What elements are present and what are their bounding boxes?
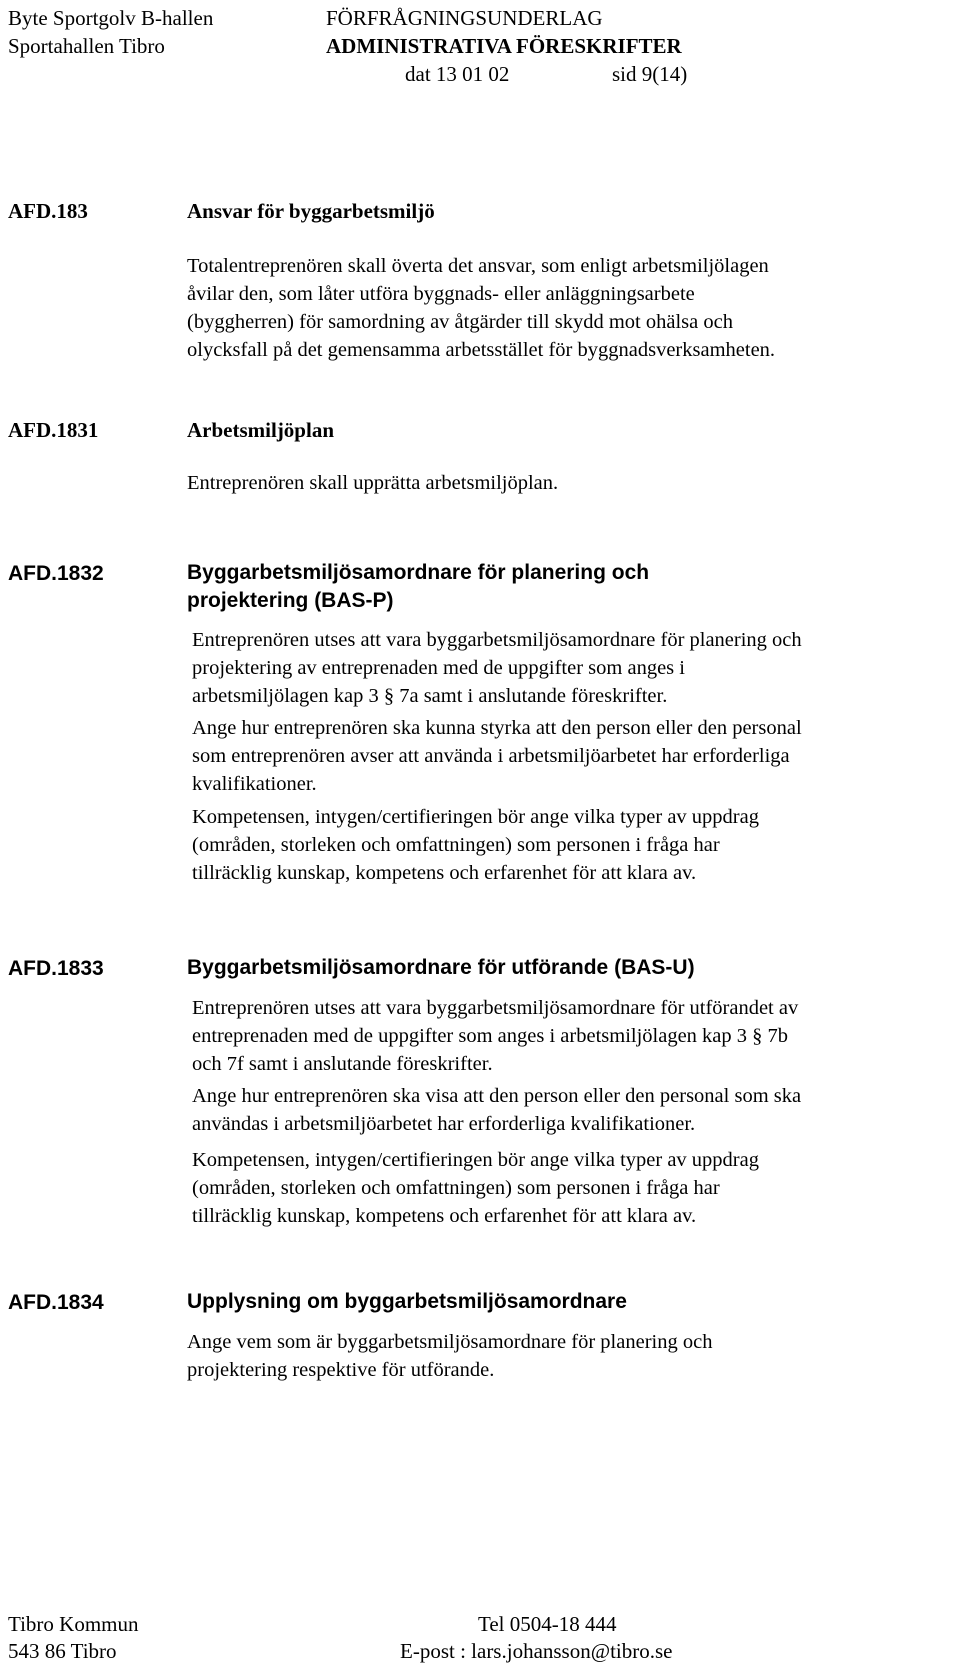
- section-code: AFD.1831: [8, 418, 99, 442]
- section-paragraph: [187, 469, 558, 497]
- text-line: olycksfall på det gemensamma arbetsstället för byggnadsverksamheten.: [187, 339, 776, 361]
- text-line: Ange vem som är byggarbetsmiljösamordnare för planering och: [187, 1331, 713, 1353]
- section-title: Upplysning om byggarbetsmiljösamordnare: [187, 1290, 627, 1313]
- text-line: åvilar den, som låter utföra byggnads- eller anläggningsarbete: [187, 283, 695, 305]
- text-line: tillräcklig kunskap, kompetens och erfarenhet för att klara av.: [192, 862, 697, 884]
- text-line: och 7f samt i anslutande föreskrifter.: [192, 1053, 493, 1075]
- section-paragraph: [192, 1146, 759, 1230]
- text-line: tillräcklig kunskap, kompetens och erfarenhet för att klara av.: [192, 1205, 697, 1227]
- text-line: (områden, storleken och omfattningen) som personen i fråga har: [192, 1177, 720, 1199]
- project-name: Byte Sportgolv B-hallen: [8, 6, 214, 30]
- project-location: Sportahallen Tibro: [8, 34, 165, 58]
- text-line: entreprenaden med de uppgifter som anges i arbetsmiljölagen kap 3 § 7b: [192, 1025, 789, 1047]
- text-line: som entreprenören avser att använda i arbetsmiljöarbetet har erforderliga: [192, 745, 790, 767]
- text-line: projektering av entreprenaden med de uppgifter som anges i: [192, 657, 685, 679]
- section-paragraph: [192, 994, 798, 1078]
- section-paragraph: [192, 1082, 801, 1138]
- text-line: användas i arbetsmiljöarbetet har erforderliga kvalifikationer.: [192, 1113, 696, 1135]
- document-date: dat 13 01 02: [405, 62, 510, 86]
- section-code: AFD.1833: [8, 957, 104, 980]
- text-line: (områden, storleken och omfattningen) som personen i fråga har: [192, 834, 720, 856]
- text-line: kvalifikationer.: [192, 773, 317, 795]
- section-title: Ansvar för byggarbetsmiljö: [187, 199, 435, 223]
- section-paragraph: [187, 252, 775, 364]
- section-title-continued: projektering (BAS-P): [187, 589, 394, 612]
- section-title: Byggarbetsmiljösamordnare för utförande (BAS-U): [187, 956, 695, 979]
- footer-phone: Tel 0504-18 444: [478, 1612, 617, 1636]
- footer-address: 543 86 Tibro: [8, 1639, 117, 1663]
- text-line: Ange hur entreprenören ska visa att den person eller den personal som ska: [192, 1085, 802, 1107]
- footer-email: E-post : lars.johansson@tibro.se: [400, 1639, 673, 1663]
- section-title: Byggarbetsmiljösamordnare för planering och: [187, 561, 650, 584]
- text-line: arbetsmiljölagen kap 3 § 7a samt i anslutande föreskrifter.: [192, 685, 668, 707]
- section-paragraph: [192, 626, 802, 710]
- section-paragraph: [192, 714, 802, 798]
- text-line: Entreprenören utses att vara byggarbetsmiljösamordnare för planering och: [192, 629, 802, 651]
- section-title: Arbetsmiljöplan: [187, 418, 334, 442]
- text-line: Entreprenören skall upprätta arbetsmiljöplan.: [187, 472, 559, 494]
- text-line: Ange hur entreprenören ska kunna styrka att den person eller den personal: [192, 717, 802, 739]
- section-code: AFD.183: [8, 199, 88, 223]
- text-line: (byggherren) för samordning av åtgärder till skydd mot ohälsa och: [187, 311, 733, 333]
- text-line: projektering respektive för utförande.: [187, 1359, 495, 1381]
- footer-organization: Tibro Kommun: [8, 1612, 139, 1636]
- text-line: Totalentreprenören skall överta det ansvar, som enligt arbetsmiljölagen: [187, 255, 769, 277]
- document-title: ADMINISTRATIVA FÖRESKRIFTER: [326, 34, 682, 58]
- section-code: AFD.1834: [8, 1291, 104, 1314]
- text-line: Kompetensen, intygen/certifieringen bör ange vilka typer av uppdrag: [192, 806, 759, 828]
- section-code: AFD.1832: [8, 562, 104, 585]
- document-type: FÖRFRÅGNINGSUNDERLAG: [326, 6, 603, 30]
- text-line: Kompetensen, intygen/certifieringen bör ange vilka typer av uppdrag: [192, 1149, 759, 1171]
- page-number: sid 9(14): [612, 62, 688, 86]
- text-line: Entreprenören utses att vara byggarbetsmiljösamordnare för utförandet av: [192, 997, 799, 1019]
- section-paragraph: [187, 1328, 712, 1384]
- section-paragraph: [192, 803, 759, 887]
